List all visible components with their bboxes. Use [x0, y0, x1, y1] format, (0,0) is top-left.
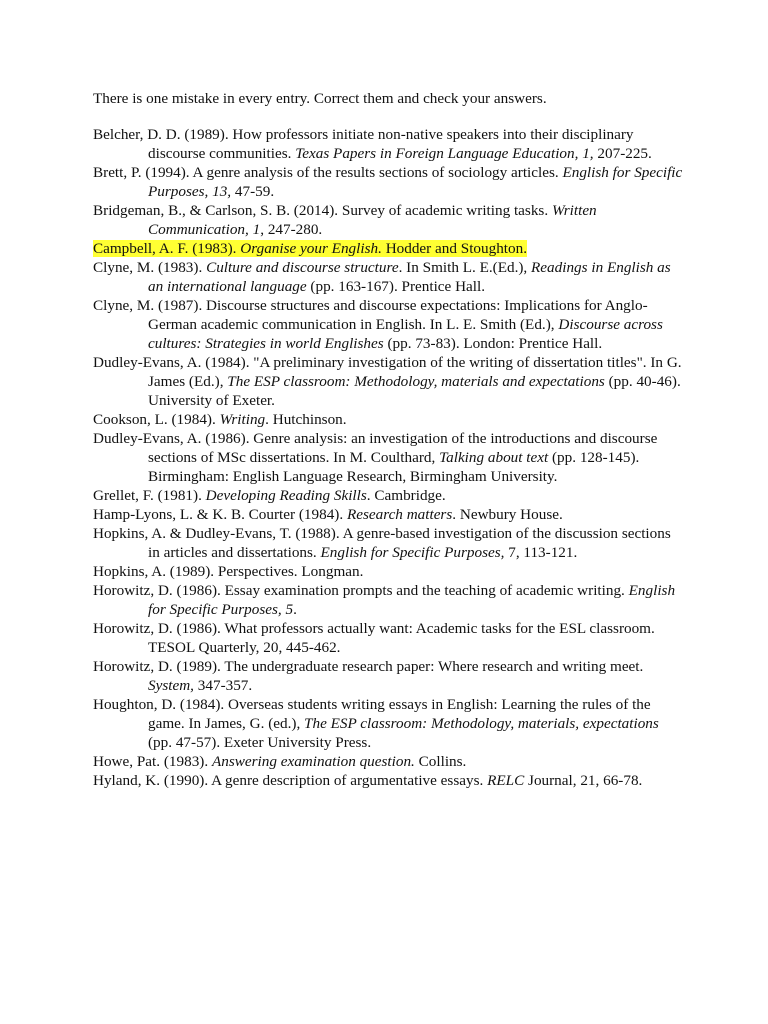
reference-entry [93, 163, 683, 201]
reference-entry [93, 505, 683, 524]
reference-entry [93, 201, 683, 239]
reference-text: Campbell, A. F. (1983). [93, 240, 241, 257]
reference-italic-text: System, [148, 677, 194, 694]
reference-text: Bridgeman, B., & Carlson, S. B. (2014). Survey of academic writing tasks. [93, 202, 552, 219]
reference-italic-text: Culture and discourse structure [206, 259, 399, 276]
reference-entry [93, 486, 683, 505]
reference-text: Hodder and Stoughton. [381, 240, 528, 257]
reference-text: Belcher, D. D. (1989). How professors initiate non-native speakers into their disciplinary discourse communities. [93, 126, 634, 162]
reference-text: . [293, 601, 297, 618]
reference-italic-text: Answering examination question. [211, 753, 415, 770]
reference-list [93, 125, 683, 790]
reference-text: Grellet, F. (1981). [93, 487, 206, 504]
reference-entry [93, 657, 683, 695]
reference-italic-text: Discourse across cultures: Strategies in world Englishes [148, 316, 663, 352]
reference-text: Journal, 21, 66-78. [524, 772, 643, 789]
reference-entry [93, 296, 683, 353]
reference-italic-text: The ESP classroom: Methodology, materials and expectations [227, 373, 605, 390]
reference-text: (pp. 163-167). Prentice Hall. [306, 278, 486, 295]
reference-entry [93, 410, 683, 429]
reference-entry [93, 771, 683, 790]
reference-entry [93, 258, 683, 296]
reference-entry [93, 353, 683, 410]
reference-entry [93, 695, 683, 752]
reference-italic-text: Research matters [346, 506, 453, 523]
reference-entry [93, 619, 683, 657]
reference-text: Dudley-Evans, A. (1986). Genre analysis: an investigation of the introductions and discourse sections of MSc dissertations. In M. Coulthard, [93, 430, 658, 466]
reference-italic-text: Talking about text [439, 449, 549, 466]
reference-italic-text: English for Specific Purposes, 13, [148, 164, 683, 200]
reference-text: Horowitz, D. (1986). Essay examination prompts and the teaching of academic writing. [93, 582, 629, 599]
reference-text: Dudley-Evans, A. (1984). "A preliminary investigation of the writing of dissertation titles". In G. James (Ed.), [93, 354, 682, 390]
reference-text: Clyne, M. (1987). Discourse structures and discourse expectations: Implications for Anglo-German academic communication in English. In L. E. Smith (Ed.), [93, 297, 648, 333]
reference-entry [93, 581, 683, 619]
reference-text: Hopkins, A. (1989). Perspectives. Longman. [93, 563, 364, 580]
reference-text: Hamp-Lyons, L. & K. B. Courter (1984). [93, 506, 347, 523]
reference-italic-text: The ESP classroom: Methodology, materials, expectations [304, 715, 659, 732]
reference-text: (pp. 128-145). Birmingham: English Language Research, Birmingham University. [148, 449, 640, 485]
reference-text: . Newbury House. [452, 506, 563, 523]
reference-italic-text: Developing Reading Skills [205, 487, 367, 504]
reference-text: . In Smith L. E.(Ed.), [398, 259, 532, 276]
reference-italic-text: RELC [487, 772, 525, 789]
reference-text: Hopkins, A. & Dudley-Evans, T. (1988). A genre-based investigation of the discussion sections in articles and dissertations. [93, 525, 671, 561]
reference-text: . Cambridge. [366, 487, 446, 504]
reference-italic-text: English for Specific Purposes, 5 [148, 582, 676, 618]
reference-entry [93, 125, 683, 163]
reference-text: 7, 113-121. [504, 544, 578, 561]
reference-entry [93, 562, 683, 581]
reference-italic-text: Written Communication, 1 [148, 202, 597, 238]
reference-text: Howe, Pat. (1983). [93, 753, 212, 770]
reference-italic-text: Organise your English. [240, 240, 382, 257]
reference-text: (pp. 40-46). University of Exeter. [148, 373, 681, 409]
reference-entry-highlighted [93, 239, 683, 258]
reference-text: 207-225. [593, 145, 652, 162]
reference-italic-text: Texas Papers in Foreign Language Education, 1, [295, 145, 594, 162]
reference-text: Horowitz, D. (1989). The undergraduate research paper: Where research and writing meet. [93, 658, 644, 675]
reference-text: . Hutchinson. [265, 411, 347, 428]
reference-text: (pp. 73-83). London: Prentice Hall. [383, 335, 603, 352]
reference-text: Houghton, D. (1984). Overseas students writing essays in English: Learning the rules of the game. In James, G. (ed.), [93, 696, 651, 732]
highlight-mark [93, 240, 527, 257]
reference-entry [93, 524, 683, 562]
reference-text: 347-357. [193, 677, 253, 694]
reference-text: Clyne, M. (1983). [93, 259, 207, 276]
reference-italic-text: English for Specific Purposes, [320, 544, 505, 561]
reference-italic-text: Readings in English as an international language [148, 259, 671, 295]
reference-text: 47-59. [231, 183, 275, 200]
instructions-text: There is one mistake in every entry. Correct them and check your answers. [93, 90, 547, 107]
reference-text: Horowitz, D. (1986). What professors actually want: Academic tasks for the ESL classroom. TESOL Quarterly, 20, 445-462. [93, 620, 655, 656]
reference-text: Cookson, L. (1984). [93, 411, 220, 428]
reference-text: , 247-280. [260, 221, 323, 238]
reference-italic-text: Writing [219, 411, 266, 428]
reference-text: Brett, P. (1994). A genre analysis of the results sections of sociology articles. [93, 164, 563, 181]
reference-entry [93, 752, 683, 771]
reference-entry [93, 429, 683, 486]
reference-text: Collins. [414, 753, 467, 770]
reference-text: (pp. 47-57). Exeter University Press. [148, 734, 372, 751]
reference-text: Hyland, K. (1990). A genre description of argumentative essays. [93, 772, 488, 789]
